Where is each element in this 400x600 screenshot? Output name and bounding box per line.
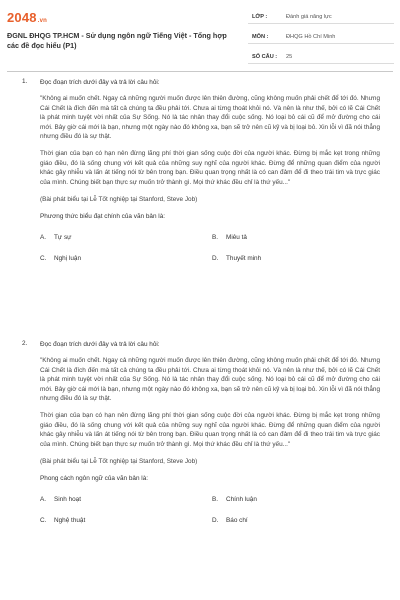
choice-text: Nghệ thuật <box>54 517 86 525</box>
answer-choice-a[interactable] <box>40 234 71 241</box>
passage-paragraph: "Không ai muốn chết. Ngay cả những người muốn được lên thiên đường, cũng không muốn phải chết để tới đó. Nhưng Cái Chết là đích đến mà tất cả chúng ta đều phải tới. Chưa ai từng thoát khỏi nó. Và nên là như thế, bởi có lẽ Cái Chết là phát minh tuyệt vời nhất của Sự Sống. Nó là tác nhân thay đổi cuộc sống. Nó loại bỏ cái cũ để mở đường cho cái mới. Bây giờ cái mới là bạn, nhưng một ngày nào đó không xa, bạn sẽ trở nên cũ kỹ và bị loại bỏ. Xin lỗi vì đã nói thẳng nhưng điều đó là sự thật. <box>40 357 380 403</box>
choice-text: Chính luận <box>226 496 257 504</box>
passage-source: (Bài phát biểu tại Lễ Tốt nghiệp tại Stanford, Steve Job) <box>40 196 198 204</box>
meta-value: Đánh giá năng lực <box>286 13 332 20</box>
meta-key: SỐ CÂU : <box>252 53 278 60</box>
question-number: 2. <box>22 340 28 347</box>
question-body <box>40 78 380 264</box>
meta-key: LỚP : <box>252 13 268 20</box>
choice-letter: D. <box>212 255 219 263</box>
choice-text: Thuyết minh <box>226 255 262 263</box>
question-number: 1. <box>22 78 28 85</box>
question-intro: Đọc đoạn trích dưới đây và trả lời câu hỏi: <box>40 79 160 86</box>
question-intro: Đọc đoạn trích dưới đây và trả lời câu hỏi: <box>40 341 160 348</box>
choice-letter: B. <box>212 234 219 242</box>
choice-letter: C. <box>40 255 47 263</box>
choice-letter: D. <box>212 517 219 525</box>
passage-paragraph: Thời gian của bạn có hạn nên đừng lãng phí thời gian sống cuộc đời của người khác. Đừng bị mắc kẹt trong những giáo điều, đó là sống chung với kết quả của những suy nghĩ của người khác. Đừng để những quan điểm của người khác gây nhiễu và lấn át tiếng nói từ bên trong bạn. Điều quan trọng nhất là có can đảm để đi theo trái tim và trực giác của mình. Chúng biết bạn thực sự muốn trở thành gì. Mọi thứ khác đều chỉ là thứ yếu..." <box>40 411 380 448</box>
meta-value: ĐHQG Hồ Chí Minh <box>286 33 336 40</box>
header-divider <box>7 71 393 72</box>
document-title: ĐGNL ĐHQG TP.HCM - Sử dụng ngôn ngữ Tiếng Việt - Tổng hợp các đề đọc hiểu (P1) <box>7 31 227 50</box>
answer-choice-d[interactable] <box>212 517 248 524</box>
answer-choice-c[interactable] <box>40 255 81 262</box>
choice-letter: A. <box>40 234 47 242</box>
meta-row-count <box>248 50 394 64</box>
answer-choice-a[interactable] <box>40 496 81 503</box>
question-body <box>40 340 380 526</box>
answer-choices <box>40 234 380 264</box>
answer-choice-d[interactable] <box>212 255 261 262</box>
choice-text: Nghị luận <box>54 255 82 263</box>
passage-paragraph: Thời gian của bạn có hạn nên đừng lãng phí thời gian sống cuộc đời của người khác. Đừng bị mắc kẹt trong những giáo điều, đó là sống chung với kết quả của những suy nghĩ của người khác. Đừng để những quan điểm của người khác gây nhiễu và lấn át tiếng nói từ bên trong bạn. Điều quan trọng nhất là có can đảm để đi theo trái tim và trực giác của mình. Chúng biết bạn thực sự muốn trở thành gì. Mọi thứ khác đều chỉ là thứ yếu..." <box>40 149 380 186</box>
passage-paragraph: "Không ai muốn chết. Ngay cả những người muốn được lên thiên đường, cũng không muốn phải chết để tới đó. Nhưng Cái Chết là đích đến mà tất cả chúng ta đều phải tới. Chưa ai từng thoát khỏi nó. Và nên là như thế, bởi có lẽ Cái Chết là phát minh tuyệt vời nhất của Sự Sống. Nó là tác nhân thay đổi cuộc sống. Nó loại bỏ cái cũ để mở đường cho cái mới. Bây giờ cái mới là bạn, nhưng một ngày nào đó không xa, bạn sẽ trở nên cũ kỹ và bị loại bỏ. Xin lỗi vì đã nói thẳng nhưng điều đó là sự thật. <box>40 95 380 141</box>
choice-letter: A. <box>40 496 47 504</box>
choice-letter: B. <box>212 496 219 504</box>
meta-row-class <box>248 10 394 24</box>
question-prompt: Phong cách ngôn ngữ của văn bản là: <box>40 475 149 483</box>
answer-choice-b[interactable] <box>212 496 257 503</box>
meta-value: 25 <box>286 53 293 60</box>
choice-letter: C. <box>40 517 47 525</box>
meta-key: MÔN : <box>252 33 269 40</box>
logo-suffix: .vn <box>37 18 48 24</box>
answer-choices <box>40 496 380 526</box>
answer-choice-c[interactable] <box>40 517 85 524</box>
question-prompt: Phương thức biểu đạt chính của văn bản là: <box>40 213 166 221</box>
answer-choice-b[interactable] <box>212 234 247 241</box>
page-header <box>0 0 400 68</box>
choice-text: Tự sự <box>54 234 72 242</box>
passage-source: (Bài phát biểu tại Lễ Tốt nghiệp tại Stanford, Steve Job) <box>40 458 198 466</box>
choice-text: Báo chí <box>226 517 248 525</box>
meta-row-subject <box>248 30 394 44</box>
choice-text: Sinh hoạt <box>54 496 82 504</box>
document-meta <box>248 10 394 64</box>
logo-text: 2048 <box>7 10 37 25</box>
choice-text: Miêu tả <box>226 234 247 242</box>
site-logo[interactable] <box>7 10 47 25</box>
